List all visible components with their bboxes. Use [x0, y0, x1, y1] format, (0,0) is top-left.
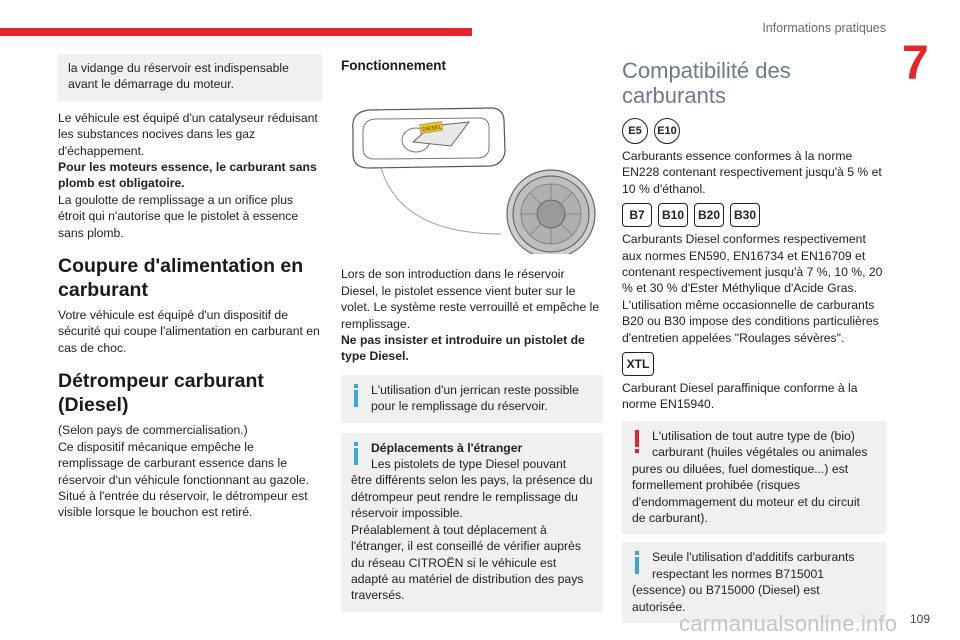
- fuel-filler-illustration: [341, 84, 601, 254]
- paragraph: Carburant Diesel paraffinique conforme à la norme EN15940.: [622, 381, 858, 412]
- note-text: Seule l'utilisation d'additifs carburants: [652, 550, 855, 565]
- paragraph: (Selon pays de commercialisation.): [58, 423, 248, 438]
- column-left: [58, 54, 322, 521]
- section-title: Informations pratiques: [762, 21, 886, 35]
- heading-detrompeur: Détrompeur carburant (Diesel): [58, 370, 264, 417]
- note-text: Préalablement à tout déplacement à l'étranger, il est conseillé de vérifier auprès du réseau CITROËN si le véhicule est adapté au matériel de distribution des pays traversés.: [351, 522, 584, 603]
- header-red-bar: [0, 28, 472, 36]
- paragraph: Lors de son introduction dans le réservoir Diesel, le pistolet essence vient buter sur le volet. Le système reste verrouillé et empêche le remplissage.: [341, 267, 600, 331]
- note-title: Déplacements à l'étranger: [371, 440, 523, 455]
- chapter-number: 7: [902, 37, 929, 90]
- paragraph: Carburants essence conformes à la norme EN228 contenant respectivement jusqu'à 5 % et 10 % d'éthanol.: [622, 149, 882, 196]
- diesel-badges: [622, 203, 886, 227]
- paragraph: Votre véhicule est équipé d'un dispositif de sécurité qui coupe l'alimentation en carburant en cas de choc.: [58, 308, 320, 355]
- continued-box: [58, 54, 322, 101]
- info-note-abroad: [341, 433, 603, 612]
- column-middle: [341, 58, 603, 612]
- paragraph-bold: Ne pas insister et introduire un pistolet de type Diesel.: [341, 333, 585, 364]
- image-label: DIESEL: [421, 124, 443, 134]
- watermark: carmanualsonline.info: [679, 611, 898, 636]
- info-note: [341, 375, 603, 423]
- heading-compatibilite: Compatibilité des carburants: [622, 58, 791, 108]
- fuel-badge-b10: B10: [658, 203, 688, 227]
- info-icon: [632, 551, 642, 577]
- note-text: L'utilisation d'un jerrican reste possible pour le remplissage du réservoir.: [371, 382, 579, 414]
- xtl-badges: [622, 352, 886, 376]
- fuel-badge-e5: E5: [622, 118, 648, 144]
- fuel-badge-b30: B30: [730, 203, 760, 227]
- paragraph: Carburants Diesel conformes respectivement aux normes EN590, EN16734 et EN16709 et contenant respectivement jusqu'à 7 %, 10 %, 20 % et 30 % d'Ester Méthylique d'Acide Gras. L'utilisation même occasionnelle de carburants B20 ou B30 impose des conditions particulières d'entretien appelées "Roulages sévères".: [622, 232, 883, 345]
- fuel-badge-b20: B20: [694, 203, 724, 227]
- fuel-badge-b7: B7: [622, 203, 652, 227]
- paragraph-bold: Pour les moteurs essence, le carburant sans plomb est obligatoire.: [58, 160, 317, 191]
- note-text: Les pistolets de type Diesel pouvant: [371, 457, 567, 472]
- paragraph: Situé à l'entrée du réservoir, le détrompeur est visible lorsque le bouchon est retiré.: [58, 488, 308, 520]
- warning-icon: [632, 430, 642, 456]
- info-icon: [351, 384, 361, 410]
- note-text: carburant (huiles végétales ou animales: [652, 445, 868, 460]
- paragraph: Le véhicule est équipé d'un catalyseur réduisant les substances nocives dans les gaz d'échappement.: [58, 110, 318, 158]
- note-text: respectant les normes B715001: [652, 566, 825, 581]
- info-icon: [351, 442, 361, 468]
- fuel-badge-e10: E10: [654, 118, 680, 144]
- paragraph: Ce dispositif mécanique empêche le remplissage de carburant essence dans le réservoir d'un véhicule fonctionnant au gazole.: [58, 439, 309, 487]
- heading-coupure: Coupure d'alimentation en carburant: [58, 255, 304, 302]
- fuel-badge-xtl: XTL: [622, 352, 654, 376]
- column-right: [622, 58, 886, 623]
- note-text: L'utilisation de tout autre type de (bio): [652, 428, 855, 443]
- page-number: 109: [909, 612, 930, 626]
- warning-note: [622, 421, 886, 534]
- note-text: être différents selon les pays, la présence du détrompeur peut rendre le remplissage du réservoir impossible.: [351, 473, 593, 521]
- petrol-badges: [622, 118, 886, 144]
- note-text: pures ou diluées, fuel domestique...) est formellement prohibée (risques d'endommagement du moteur et du circuit de carburant).: [632, 461, 860, 525]
- heading-fonctionnement: Fonctionnement: [341, 58, 446, 73]
- note-text: (essence) ou B715000 (Diesel) est autorisée.: [632, 583, 820, 614]
- paragraph: La goulotte de remplissage a un orifice plus étroit qui n'autorise que le pistolet à essence sans plomb.: [58, 192, 299, 240]
- box-text: la vidange du réservoir est indispensable avant le démarrage du moteur.: [68, 61, 289, 92]
